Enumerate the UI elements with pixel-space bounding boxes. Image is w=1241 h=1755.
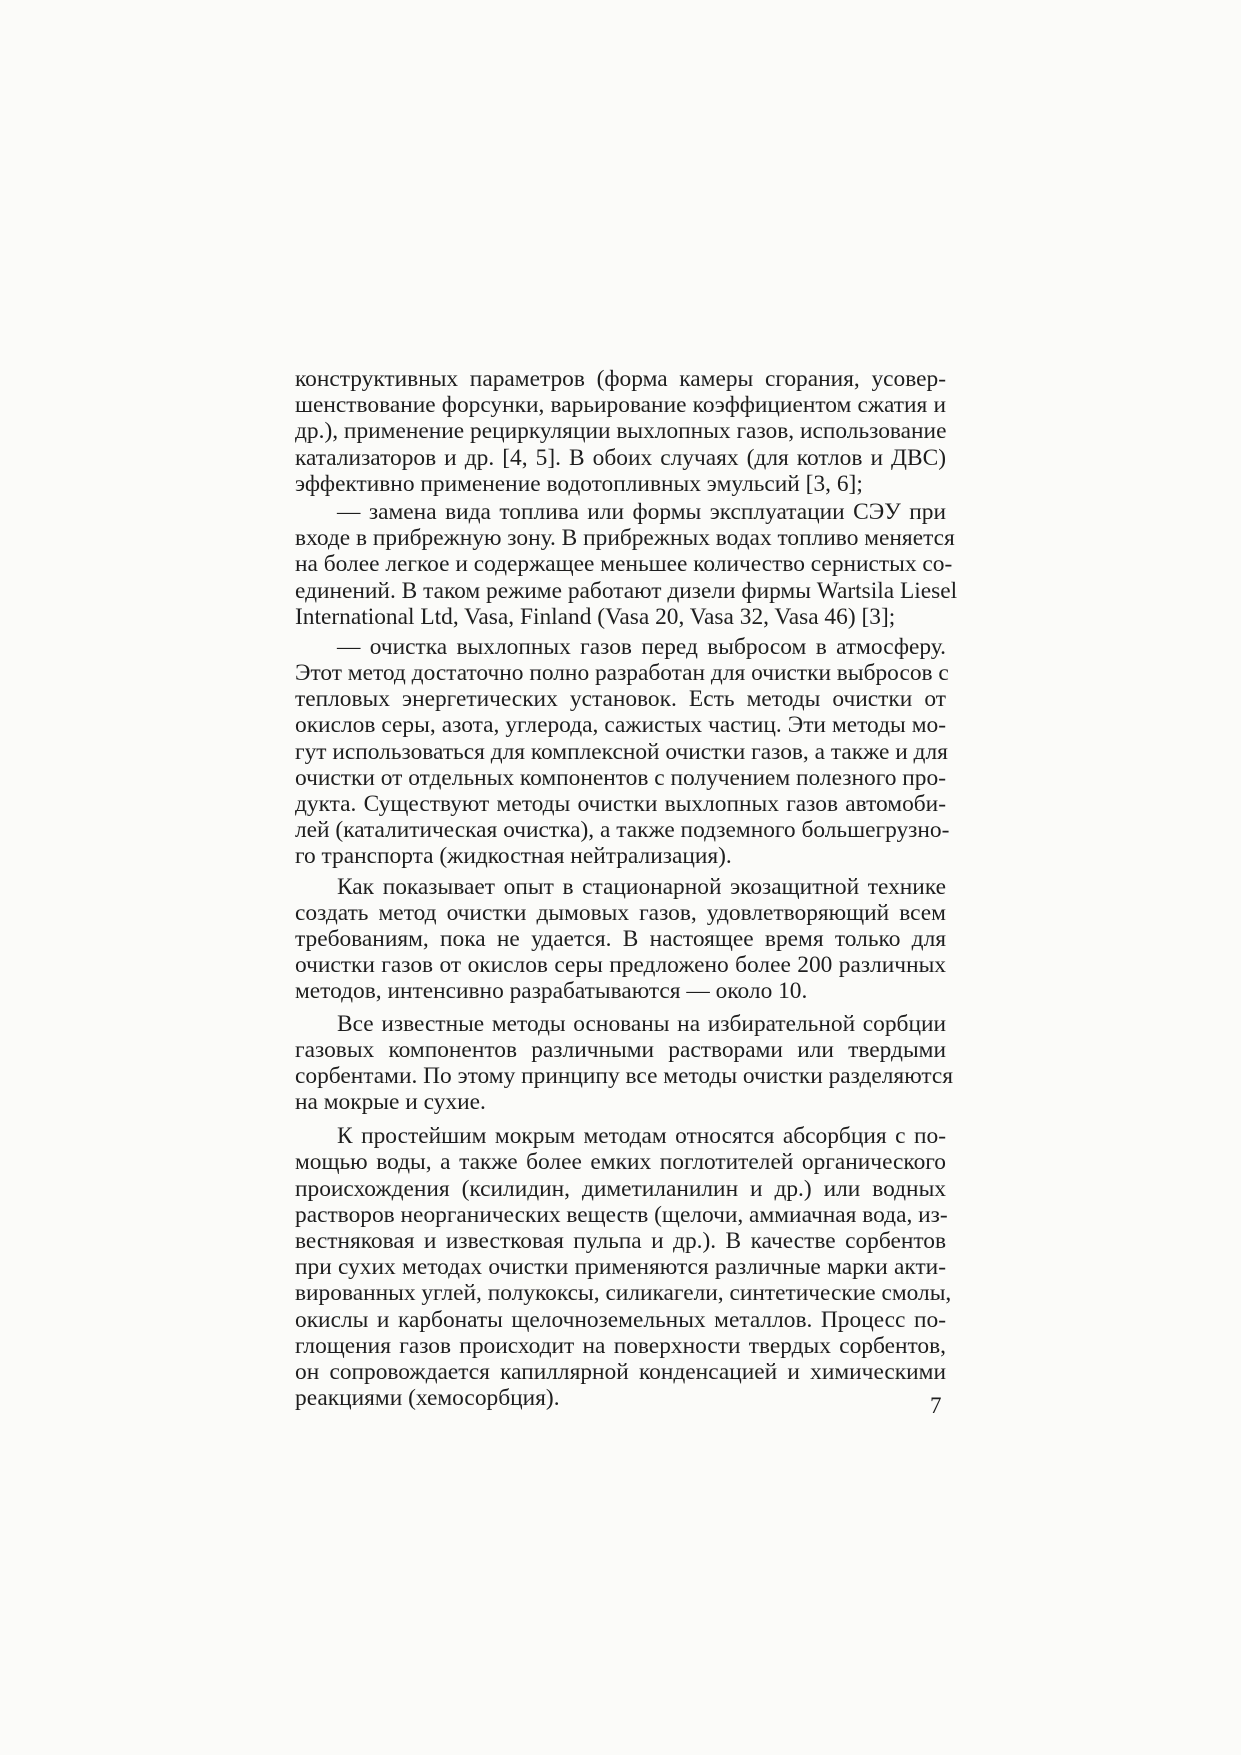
text-line: эффективно применение водотопливных эмульсий [3, 6]; — [295, 470, 863, 497]
text-line: при сухих методах очистки применяются различные марки акти- — [295, 1254, 946, 1281]
text-line: Как показывает опыт в стационарной экозащитной технике — [337, 873, 946, 900]
page-number: 7 — [930, 1393, 942, 1418]
text-line: тепловых энергетических установок. Есть методы очистки от — [295, 686, 946, 713]
paragraph — [295, 874, 946, 1005]
text-line: К простейшим мокрым методам относятся абсорбция с по- — [337, 1123, 946, 1150]
text-line: очистки от отдельных компонентов с получением полезного про- — [295, 764, 946, 791]
paragraph — [295, 633, 950, 870]
text-line: мощью воды, а также более емких поглотителей органического — [295, 1149, 946, 1176]
text-line: окислов серы, азота, углерода, сажистых частиц. Эти методы мо- — [295, 712, 946, 739]
text-line: растворов неорганических веществ (щелочи, аммиачная вода, из- — [295, 1201, 948, 1228]
text-line: го транспорта (жидкостная нейтрализация). — [295, 843, 732, 870]
text-line: гут использоваться для комплексной очистки газов, а также и для — [295, 738, 948, 765]
paragraph — [295, 1123, 952, 1412]
text-line: сорбентами. По этому принципу все методы очистки разделяются — [295, 1062, 954, 1089]
text-line: требованиям, пока не удается. В настоящее время только для — [295, 925, 946, 952]
body-text — [295, 366, 958, 1412]
text-line: создать метод очистки дымовых газов, удовлетворяющий всем — [295, 899, 946, 926]
text-line: катализаторов и др. [4, 5]. В обоих случаях (для котлов и ДВС) — [295, 444, 946, 471]
text-line: входе в прибрежную зону. В прибрежных водах топливо меняется — [295, 525, 955, 552]
text-line: на более легкое и содержащее меньшее количество сернистых со- — [295, 551, 953, 578]
text-line: глощения газов происходит на поверхности твердых сорбентов, — [295, 1332, 946, 1359]
text-line: — замена вида топлива или формы эксплуатации СЭУ при — [337, 498, 946, 525]
text-line: вированных углей, полукоксы, силикагели, синтетические смолы, — [295, 1280, 952, 1307]
text-line: очистки газов от окислов серы предложено более 200 различных — [295, 952, 946, 979]
paragraph — [295, 366, 946, 497]
text-line: происхождения (ксилидин, диметиланилин и др.) или водных — [295, 1175, 946, 1202]
text-line: International Ltd, Vasa, Finland (Vasa 20, Vasa 32, Vasa 46) [3]; — [295, 603, 896, 630]
text-line: реакциями (хемосорбция). — [295, 1385, 560, 1412]
text-line: вестняковая и известковая пульпа и др.). В качестве сорбентов — [295, 1228, 946, 1254]
text-line: дукта. Существуют методы очистки выхлопных газов автомоби- — [295, 791, 946, 817]
paragraph — [295, 498, 958, 630]
text-line: конструктивных параметров (форма камеры сгорания, усовер- — [295, 366, 946, 392]
text-line: на мокрые и сухие. — [295, 1089, 486, 1116]
text-line: он сопровождается капиллярной конденсацией и химическими — [295, 1358, 946, 1385]
text-line: Все известные методы основаны на избирательной сорбции — [337, 1010, 946, 1037]
text-line: — очистка выхлопных газов перед выбросом в атмосферу. — [337, 633, 946, 660]
text-line: единений. В таком режиме работают дизели фирмы Wartsila Liesel — [295, 577, 958, 604]
text-line: методов, интенсивно разрабатываются — около 10. — [295, 978, 808, 1005]
text-line: шенствование форсунки, варьирование коэффициентом сжатия и — [295, 392, 946, 419]
text-line: окислы и карбонаты щелочноземельных металлов. Процесс по- — [295, 1306, 946, 1333]
text-line: др.), применение рециркуляции выхлопных газов, использование — [295, 418, 947, 445]
text-line: лей (каталитическая очистка), а также подземного большегрузно- — [295, 817, 950, 844]
text-line: газовых компонентов различными растворами или твердыми — [295, 1036, 946, 1063]
paragraph — [295, 1010, 954, 1116]
text-line: Этот метод достаточно полно разработан для очистки выбросов с — [295, 660, 949, 687]
